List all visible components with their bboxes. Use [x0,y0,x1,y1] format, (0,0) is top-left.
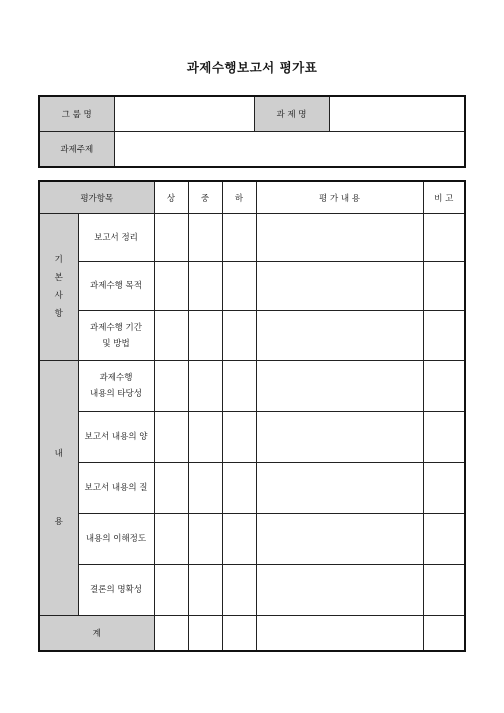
total-content-cell[interactable] [256,616,423,652]
score-high-cell[interactable] [154,463,188,514]
score-low-cell[interactable] [222,262,256,311]
header-note: 비 고 [423,181,465,214]
total-high-cell[interactable] [154,616,188,652]
score-low-cell[interactable] [222,514,256,565]
table-row [39,214,465,262]
score-high-cell[interactable] [154,311,188,361]
note-cell[interactable] [423,214,465,262]
score-high-cell[interactable] [154,214,188,262]
eval-content-cell[interactable] [256,514,423,565]
item-conclusion-clarity: 결론의 명확성 [78,565,154,616]
eval-content-cell[interactable] [256,463,423,514]
table-row [39,311,465,361]
section-content-label: 내 용 [39,361,78,616]
eval-content-cell[interactable] [256,412,423,463]
score-high-cell[interactable] [154,514,188,565]
score-mid-cell[interactable] [188,262,222,311]
table-row [39,361,465,412]
note-cell[interactable] [423,311,465,361]
score-high-cell[interactable] [154,262,188,311]
score-low-cell[interactable] [222,412,256,463]
item-report-quality: 보고서 내용의 질 [78,463,154,514]
info-table [38,95,466,168]
item-report-quantity: 보고서 내용의 양 [78,412,154,463]
score-mid-cell[interactable] [188,463,222,514]
task-topic-label: 과제주제 [39,132,114,168]
total-note-cell[interactable] [423,616,465,652]
score-mid-cell[interactable] [188,361,222,412]
total-label: 계 [39,616,154,652]
table-row [39,565,465,616]
table-row [39,463,465,514]
table-row [39,412,465,463]
eval-content-cell[interactable] [256,361,423,412]
header-row [39,181,465,214]
header-low: 하 [222,181,256,214]
table-row [39,262,465,311]
score-mid-cell[interactable] [188,311,222,361]
section-basic-label: 기 본 사 항 [39,214,78,361]
page-title: 과제수행보고서 평가표 [186,60,318,75]
eval-content-cell[interactable] [256,262,423,311]
score-low-cell[interactable] [222,361,256,412]
item-content-validity: 과제수행 내용의 타당성 [78,361,154,412]
group-name-label: 그 룹 명 [39,96,114,132]
score-low-cell[interactable] [222,214,256,262]
eval-content-cell[interactable] [256,214,423,262]
total-row [39,616,465,652]
score-low-cell[interactable] [222,311,256,361]
item-understanding: 내용의 이해정도 [78,514,154,565]
score-mid-cell[interactable] [188,565,222,616]
score-low-cell[interactable] [222,565,256,616]
header-content: 평 가 내 용 [256,181,423,214]
item-task-period-method: 과제수행 기간 및 방법 [78,311,154,361]
score-mid-cell[interactable] [188,412,222,463]
item-report-organization: 보고서 정리 [78,214,154,262]
header-high: 상 [154,181,188,214]
task-topic-field[interactable] [114,132,465,168]
total-low-cell[interactable] [222,616,256,652]
evaluation-table [38,180,466,652]
score-high-cell[interactable] [154,361,188,412]
header-item: 평가항목 [39,181,154,214]
note-cell[interactable] [423,361,465,412]
table-row [39,514,465,565]
total-mid-cell[interactable] [188,616,222,652]
eval-content-cell[interactable] [256,565,423,616]
task-name-label: 과 제 명 [254,96,329,132]
note-cell[interactable] [423,514,465,565]
note-cell[interactable] [423,565,465,616]
score-high-cell[interactable] [154,412,188,463]
group-name-field[interactable] [114,96,254,132]
note-cell[interactable] [423,412,465,463]
note-cell[interactable] [423,262,465,311]
header-mid: 중 [188,181,222,214]
score-low-cell[interactable] [222,463,256,514]
score-mid-cell[interactable] [188,514,222,565]
note-cell[interactable] [423,463,465,514]
item-task-purpose: 과제수행 목적 [78,262,154,311]
eval-content-cell[interactable] [256,311,423,361]
task-name-field[interactable] [329,96,465,132]
score-high-cell[interactable] [154,565,188,616]
score-mid-cell[interactable] [188,214,222,262]
